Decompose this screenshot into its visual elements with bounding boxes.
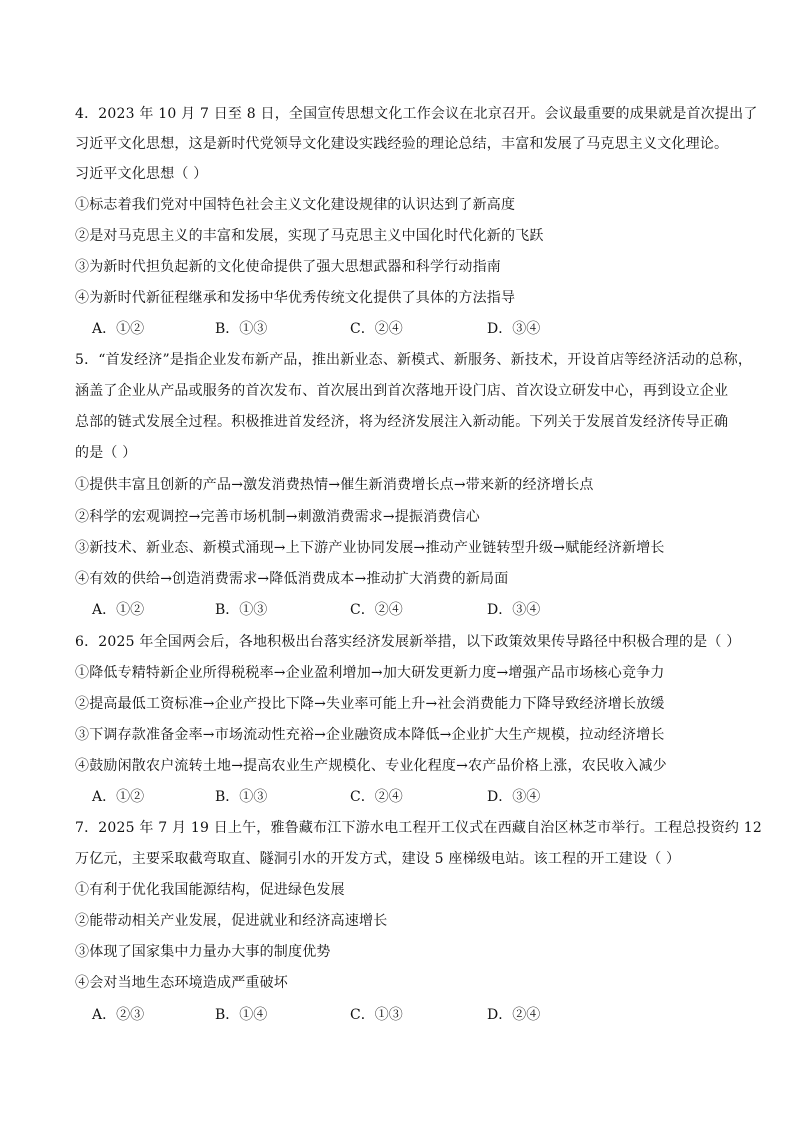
question-4-statement-1: ①标志着我们党对中国特色社会主义文化建设规律的认识达到了新高度 [75, 197, 516, 213]
option-c[interactable]: C．②④ [350, 602, 403, 618]
option-a[interactable]: A．①② [92, 321, 145, 337]
question-5-stem-line-2: 涵盖了企业从产品或服务的首次发布、首次展出到首次落地开设门店、首次设立研发中心，再到设立企业 [75, 383, 729, 399]
option-b[interactable]: B．①③ [215, 789, 268, 805]
question-4-stem-line-3: 习近平文化思想（ ） [75, 166, 208, 182]
question-6-statement-3: ③下调存款准备金率→市场流动性充裕→企业融资成本降低→企业扩大生产规模，拉动经济增长 [75, 727, 665, 743]
question-6-options [92, 787, 732, 807]
option-d[interactable]: D．③④ [487, 321, 541, 337]
option-a[interactable]: A．②③ [92, 1007, 145, 1023]
question-7-stem-line-1: 7．2025 年 7 月 19 日上午，雅鲁藏布江下游水电工程开工仪式在西藏自治区林芝市举行。工程总投资约 12 [75, 820, 762, 836]
question-4-options [92, 319, 732, 339]
question-5-statement-3: ③新技术、新业态、新模式涌现→上下游产业协同发展→推动产业链转型升级→赋能经济新增长 [75, 540, 665, 556]
option-a[interactable]: A．①② [92, 602, 145, 618]
option-c[interactable]: C．②④ [350, 789, 403, 805]
question-7-options [92, 1005, 732, 1025]
option-b[interactable]: B．①③ [215, 602, 268, 618]
question-4-statement-4: ④为新时代新征程继承和发扬中华优秀传统文化提供了具体的方法指导 [75, 290, 516, 306]
question-5-stem-line-4: 的是（ ） [75, 445, 137, 461]
question-5-statement-2: ②科学的宏观调控→完善市场机制→刺激消费需求→提振消费信心 [75, 509, 480, 525]
question-6-statement-1: ①降低专精特新企业所得税税率→企业盈利增加→加大研发更新力度→增强产品市场核心竞争力 [75, 665, 665, 681]
question-6-stem-line-1: 6．2025 年全国两会后，各地积极出台落实经济发展新举措，以下政策效果传导路径中积极合理的是（ ） [75, 634, 741, 650]
question-5-options [92, 600, 732, 620]
question-7-statement-1: ①有利于优化我国能源结构，促进绿色发展 [75, 882, 345, 898]
question-6-statement-2: ②提高最低工资标准→企业产投比下降→失业率可能上升→社会消费能力下降导致经济增长放缓 [75, 696, 665, 712]
question-4-stem-line-2: 习近平文化思想，这是新时代党领导文化建设实践经验的理论总结，丰富和发展了马克思主义文化理论。 [75, 136, 729, 152]
question-7-statement-4: ④会对当地生态环境造成严重破坏 [75, 975, 288, 991]
option-a[interactable]: A．①② [92, 789, 145, 805]
option-d[interactable]: D．②④ [487, 1007, 541, 1023]
option-b[interactable]: B．①④ [215, 1007, 268, 1023]
question-5-stem-line-1: 5．“首发经济”是指企业发布新产品，推出新业态、新模式、新服务、新技术，开设首店等经济活动的总称， [75, 352, 753, 368]
question-6-statement-4: ④鼓励闲散农户流转土地→提高农业生产规模化、专业化程度→农产品价格上涨，农民收入减少 [75, 758, 667, 774]
question-7-stem-line-2: 万亿元，主要采取截弯取直、隧洞引水的开发方式，建设 5 座梯级电站。该工程的开工建设（ ） [75, 851, 681, 867]
option-c[interactable]: C．②④ [350, 321, 403, 337]
question-5-statement-4: ④有效的供给→创造消费需求→降低消费成本→推动扩大消费的新局面 [75, 571, 509, 587]
question-4-statement-3: ③为新时代担负起新的文化使命提供了强大思想武器和科学行动指南 [75, 259, 501, 275]
option-c[interactable]: C．①③ [350, 1007, 403, 1023]
question-7-statement-2: ②能带动相关产业发展，促进就业和经济高速增长 [75, 913, 388, 929]
question-4-stem-line-1: 4．2023 年 10 月 7 日至 8 日，全国宣传思想文化工作会议在北京召开。会议最重要的成果就是首次提出了 [75, 106, 758, 122]
question-5-statement-1: ①提供丰富且创新的产品→激发消费热情→催生新消费增长点→带来新的经济增长点 [75, 477, 594, 493]
option-d[interactable]: D．③④ [487, 789, 541, 805]
question-5-stem-line-3: 总部的链式发展全过程。积极推进首发经济，将为经济发展注入新动能。下列关于发展首发经济传导正确 [75, 414, 729, 430]
option-d[interactable]: D．③④ [487, 602, 541, 618]
question-7-statement-3: ③体现了国家集中力量办大事的制度优势 [75, 944, 331, 960]
option-b[interactable]: B．①③ [215, 321, 268, 337]
question-4-statement-2: ②是对马克思主义的丰富和发展，实现了马克思主义中国化时代化新的飞跃 [75, 228, 544, 244]
